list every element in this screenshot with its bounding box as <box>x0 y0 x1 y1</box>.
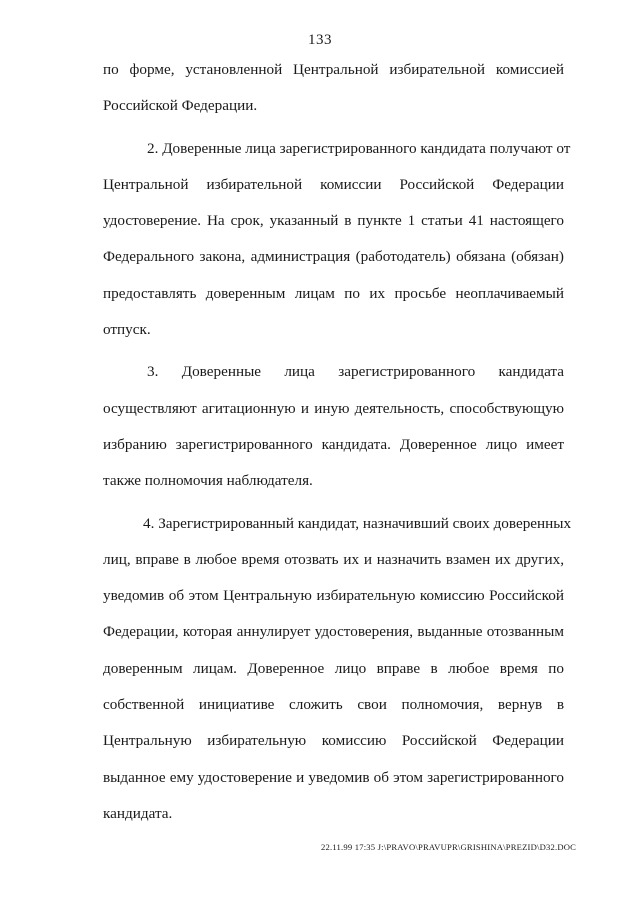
paragraph-4-line: 4. Зарегистрированный кандидат, назначивший своих доверенных <box>143 514 572 532</box>
text-line: предоставлять доверенным лицам по их просьбе неоплачиваемый <box>103 284 564 302</box>
text-line: удостоверение. На срок, указанный в пункте 1 статьи 41 настоящего <box>103 212 564 230</box>
paragraph-3-line: 3. Доверенные лица зарегистрированного кандидата <box>147 363 564 381</box>
text-line: осуществляют агитационную и иную деятельность, способствующую <box>103 399 564 417</box>
document-body <box>103 52 572 832</box>
text-line: собственной инициативе сложить свои полномочия, вернув в <box>103 696 564 714</box>
text-line: по форме, установленной Центральной избирательной комиссией <box>103 61 564 78</box>
text-line: Федерального закона, администрация (работодатель) обязана (обязан) <box>103 248 564 266</box>
page-number: 133 <box>308 32 332 48</box>
text-line: Российской Федерации. <box>103 97 258 115</box>
text-line: также полномочия наблюдателя. <box>103 472 313 490</box>
text-line: Центральной избирательной комиссии Российской Федерации <box>103 175 564 193</box>
text-line: лиц, вправе в любое время отозвать их и назначить взамен их других, <box>103 550 564 568</box>
text-line: отпуск. <box>103 321 151 339</box>
file-path-footer: 22.11.99 17:35 J:\PRAVO\PRAVUPR\GRISHINA\PREZID\D32.DOC <box>321 842 577 852</box>
paragraph-2-line: 2. Доверенные лица зарегистрированного кандидата получают от <box>147 139 571 157</box>
text-line: Центральную избирательную комиссию Российской Федерации <box>103 732 564 750</box>
text-line: доверенным лицам. Доверенное лицо вправе в любое время по <box>103 659 564 677</box>
text-line: Федерации, которая аннулирует удостоверения, выданные отозванным <box>103 623 564 641</box>
text-line: уведомив об этом Центральную избирательную комиссию Российской <box>103 587 564 605</box>
text-line: кандидата. <box>103 804 173 822</box>
text-line: выданное ему удостоверение и уведомив об этом зарегистрированного <box>103 768 564 786</box>
text-line: избранию зарегистрированного кандидата. Доверенное лицо имеет <box>103 435 564 453</box>
